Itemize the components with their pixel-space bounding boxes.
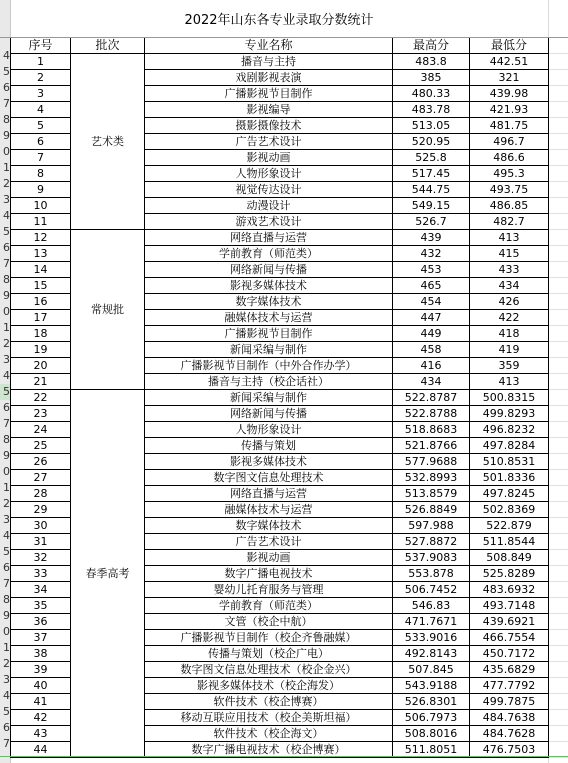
cell-index[interactable]: 1 [11, 54, 71, 70]
row-number[interactable] [0, 32, 10, 48]
cell-major[interactable]: 广播影视节目制作 [145, 86, 393, 102]
cell-min-score[interactable]: 493.7148 [470, 598, 549, 614]
row-number[interactable]: 7 [3, 97, 10, 110]
cell-max-score[interactable]: 449 [393, 326, 470, 342]
cell-max-score[interactable]: 483.8 [393, 54, 470, 70]
cell-max-score[interactable]: 553.878 [393, 566, 470, 582]
cell-min-score[interactable]: 493.75 [470, 182, 549, 198]
grid-line [549, 709, 568, 710]
grid-line [549, 389, 568, 390]
header-row [11, 38, 549, 54]
cell-max-score[interactable]: 520.95 [393, 134, 470, 150]
cell-index[interactable]: 19 [11, 342, 71, 358]
cell-major[interactable]: 数字广播电视技术 [145, 566, 393, 582]
cell-max-score[interactable]: 507.845 [393, 662, 470, 678]
cell-max-score[interactable]: 526.8301 [393, 694, 470, 710]
cell-major[interactable]: 广告艺术设计 [145, 134, 393, 150]
cell-major[interactable]: 学前教育（师范类） [145, 598, 393, 614]
cell-index[interactable]: 20 [11, 358, 71, 374]
row-number[interactable]: 6 [3, 401, 10, 414]
cell-max-score[interactable]: 546.83 [393, 598, 470, 614]
row-number[interactable]: 4 [3, 689, 10, 702]
row-number[interactable]: 4 [3, 209, 10, 222]
grid-line [549, 245, 568, 246]
row-number[interactable]: 5 [0, 384, 10, 400]
cell-min-score[interactable]: 499.7875 [470, 694, 549, 710]
row-number[interactable]: 3 [3, 193, 10, 206]
cell-max-score[interactable]: 483.78 [393, 102, 470, 118]
cell-major[interactable]: 人物形象设计 [145, 166, 393, 182]
row-number[interactable]: 8 [3, 113, 10, 126]
cell-index[interactable]: 12 [11, 230, 71, 246]
row-number[interactable]: 7 [3, 417, 10, 430]
cell-major[interactable]: 动漫设计 [145, 198, 393, 214]
cell-max-score[interactable]: 543.9188 [393, 678, 470, 694]
cell-max-score[interactable]: 526.8849 [393, 502, 470, 518]
cell-major[interactable]: 传播与策划（校企广电） [145, 646, 393, 662]
row-number[interactable]: 9 [3, 609, 10, 622]
grid-line [549, 149, 568, 150]
row-number[interactable]: 5 [3, 65, 10, 78]
cell-major[interactable]: 游戏艺术设计 [145, 214, 393, 230]
grid-line [549, 421, 568, 422]
sheet-title: 2022年山东各专业录取分数统计 [184, 13, 374, 28]
cell-min-score[interactable]: 439.6921 [470, 614, 549, 630]
cell-min-score[interactable]: 435.6829 [470, 662, 549, 678]
cell-index[interactable]: 14 [11, 262, 71, 278]
row-number[interactable]: 0 [3, 145, 10, 158]
table-row [11, 390, 549, 406]
cell-min-score[interactable]: 321 [470, 70, 549, 86]
cell-major[interactable]: 数字媒体技术 [145, 294, 393, 310]
cell-max-score[interactable]: 506.7452 [393, 582, 470, 598]
grid-line [549, 101, 568, 102]
cell-max-score[interactable]: 597.988 [393, 518, 470, 534]
grid-line [549, 197, 568, 198]
grid-line [549, 533, 568, 534]
cell-index[interactable]: 32 [11, 550, 71, 566]
cell-min-score[interactable]: 484.7628 [470, 726, 549, 742]
grid-line [549, 165, 568, 166]
header-max-score[interactable]: 最高分 [393, 38, 470, 54]
row-number[interactable]: 0 [3, 465, 10, 478]
grid-line [549, 757, 568, 758]
cell-min-score[interactable]: 496.7 [470, 134, 549, 150]
cell-major[interactable]: 新闻采编与制作 [145, 390, 393, 406]
cell-batch[interactable]: 常规批 [71, 230, 145, 390]
cell-index[interactable]: 28 [11, 486, 71, 502]
grid-line [549, 629, 568, 630]
header-batch[interactable]: 批次 [71, 38, 145, 54]
grid-line [549, 677, 568, 678]
cell-index[interactable]: 30 [11, 518, 71, 534]
cell-major[interactable]: 影视多媒体技术 [145, 454, 393, 470]
cell-max-score[interactable]: 385 [393, 70, 470, 86]
cell-index[interactable]: 29 [11, 502, 71, 518]
cell-major[interactable]: 播音与主持（校企话社） [145, 374, 393, 390]
cell-min-score[interactable]: 421.93 [470, 102, 549, 118]
cell-batch[interactable]: 春季高考 [71, 390, 145, 758]
grid-line [549, 661, 568, 662]
cell-max-score[interactable]: 416 [393, 358, 470, 374]
frozen-boundary-line [0, 756, 568, 757]
cell-max-score[interactable]: 533.9016 [393, 630, 470, 646]
cell-index[interactable]: 5 [11, 118, 71, 134]
grid-line [549, 645, 568, 646]
row-number[interactable]: 2 [3, 337, 10, 350]
row-number[interactable]: 4 [3, 369, 10, 382]
row-number[interactable]: 4 [3, 49, 10, 62]
row-number[interactable]: 7 [3, 577, 10, 590]
grid-line [549, 117, 568, 118]
row-number[interactable]: 0 [3, 625, 10, 638]
cell-min-score[interactable]: 500.8315 [470, 390, 549, 406]
row-number[interactable]: 7 [3, 257, 10, 270]
cell-index[interactable]: 17 [11, 310, 71, 326]
cell-max-score[interactable]: 506.7973 [393, 710, 470, 726]
grid-line [549, 69, 568, 70]
cell-major[interactable]: 网络新闻与传播 [145, 262, 393, 278]
cell-index[interactable]: 18 [11, 326, 71, 342]
cell-max-score[interactable]: 453 [393, 262, 470, 278]
grid-line [549, 549, 568, 550]
cell-min-score[interactable]: 508.849 [470, 550, 549, 566]
cell-min-score[interactable]: 483.6932 [470, 582, 549, 598]
row-number[interactable]: 1 [3, 161, 10, 174]
cell-index[interactable]: 34 [11, 582, 71, 598]
grid-line [549, 581, 568, 582]
cell-index[interactable]: 27 [11, 470, 71, 486]
cell-max-score[interactable]: 508.8016 [393, 726, 470, 742]
cell-index[interactable]: 22 [11, 390, 71, 406]
grid-line [549, 53, 568, 54]
table-row [11, 54, 549, 70]
grid-line [549, 213, 568, 214]
row-number[interactable]: 2 [3, 657, 10, 670]
cell-max-score[interactable]: 434 [393, 374, 470, 390]
cell-min-score[interactable]: 525.8289 [470, 566, 549, 582]
cell-major[interactable]: 广播影视节目制作 [145, 326, 393, 342]
cell-index[interactable]: 9 [11, 182, 71, 198]
row-number[interactable]: 8 [3, 433, 10, 446]
grid-line [549, 325, 568, 326]
row-number[interactable]: 5 [3, 545, 10, 558]
cell-major[interactable]: 移动互联应用技术（校企美斯坦福） [145, 710, 393, 726]
cell-index[interactable]: 13 [11, 246, 71, 262]
grid-line [549, 693, 568, 694]
cell-major[interactable]: 数字广播电视技术（校企博赛） [145, 742, 393, 758]
cell-index[interactable]: 10 [11, 198, 71, 214]
cell-index[interactable]: 35 [11, 598, 71, 614]
cell-min-score[interactable]: 426 [470, 294, 549, 310]
cell-major[interactable]: 婴幼儿托育服务与管理 [145, 582, 393, 598]
row-number[interactable]: 8 [3, 273, 10, 286]
cell-index[interactable]: 40 [11, 678, 71, 694]
cell-min-score[interactable]: 476.7503 [470, 742, 549, 758]
cell-major[interactable]: 影视多媒体技术（校企海发） [145, 678, 393, 694]
adjacent-empty-column[interactable] [548, 0, 568, 763]
cell-min-score[interactable]: 413 [470, 230, 549, 246]
row-number[interactable]: 2 [3, 497, 10, 510]
cell-major[interactable]: 影视动画 [145, 150, 393, 166]
grid-line [549, 517, 568, 518]
cell-min-score[interactable]: 439.98 [470, 86, 549, 102]
cell-min-score[interactable]: 481.75 [470, 118, 549, 134]
cell-max-score[interactable]: 454 [393, 294, 470, 310]
cell-major[interactable]: 摄影摄像技术 [145, 118, 393, 134]
cell-max-score[interactable]: 492.8143 [393, 646, 470, 662]
cell-batch[interactable]: 艺术类 [71, 54, 145, 230]
cell-major[interactable]: 播音与主持 [145, 54, 393, 70]
cell-major[interactable]: 影视动画 [145, 550, 393, 566]
cell-index[interactable]: 25 [11, 438, 71, 454]
grid-line [549, 597, 568, 598]
row-number[interactable]: 3 [3, 513, 10, 526]
cell-min-score[interactable]: 522.879 [470, 518, 549, 534]
row-number[interactable]: 9 [3, 449, 10, 462]
cell-min-score[interactable]: 499.8293 [470, 406, 549, 422]
cell-min-score[interactable]: 502.8369 [470, 502, 549, 518]
cell-max-score[interactable]: 526.7 [393, 214, 470, 230]
row-number[interactable]: 8 [3, 593, 10, 606]
cell-max-score[interactable]: 577.9688 [393, 454, 470, 470]
cell-major[interactable]: 视觉传达设计 [145, 182, 393, 198]
grid-line [549, 341, 568, 342]
cell-min-score[interactable]: 486.85 [470, 198, 549, 214]
cell-min-score[interactable]: 482.7 [470, 214, 549, 230]
cell-min-score[interactable]: 434 [470, 278, 549, 294]
cell-min-score[interactable]: 442.51 [470, 54, 549, 70]
score-table [10, 37, 549, 758]
cell-max-score[interactable]: 465 [393, 278, 470, 294]
row-number[interactable]: 7 [3, 737, 10, 750]
cell-max-score[interactable]: 511.8051 [393, 742, 470, 758]
cell-min-score[interactable]: 419 [470, 342, 549, 358]
cell-min-score[interactable]: 486.6 [470, 150, 549, 166]
cell-index[interactable]: 16 [11, 294, 71, 310]
cell-major[interactable]: 广播影视节目制作（中外合作办学） [145, 358, 393, 374]
cell-major[interactable]: 新闻采编与制作 [145, 342, 393, 358]
cell-max-score[interactable]: 517.45 [393, 166, 470, 182]
cell-major[interactable]: 广播影视节目制作（校企齐鲁融媒） [145, 630, 393, 646]
row-number[interactable]: 2 [3, 177, 10, 190]
cell-index[interactable]: 8 [11, 166, 71, 182]
cell-index[interactable]: 23 [11, 406, 71, 422]
table-row [11, 230, 549, 246]
row-number[interactable]: 1 [3, 481, 10, 494]
cell-max-score[interactable]: 439 [393, 230, 470, 246]
cell-major[interactable]: 融媒体技术与运营 [145, 310, 393, 326]
row-number[interactable]: 6 [3, 561, 10, 574]
grid-line [549, 261, 568, 262]
cell-major[interactable]: 融媒体技术与运营 [145, 502, 393, 518]
cell-min-score[interactable]: 501.8336 [470, 470, 549, 486]
cell-major[interactable]: 网络直播与运营 [145, 486, 393, 502]
freeze-pane-divider [0, 37, 568, 38]
grid-line [549, 565, 568, 566]
cell-min-score[interactable]: 510.8531 [470, 454, 549, 470]
cell-max-score[interactable]: 518.8683 [393, 422, 470, 438]
row-number[interactable] [0, 0, 10, 16]
cell-major[interactable]: 软件技术（校企博赛） [145, 694, 393, 710]
cell-max-score[interactable]: 458 [393, 342, 470, 358]
cell-index[interactable]: 43 [11, 726, 71, 742]
cell-major[interactable]: 传播与策划 [145, 438, 393, 454]
row-number[interactable]: 1 [3, 641, 10, 654]
header-major[interactable]: 专业名称 [145, 38, 393, 54]
cell-max-score[interactable]: 471.7671 [393, 614, 470, 630]
cell-min-score[interactable]: 496.8232 [470, 422, 549, 438]
row-number[interactable]: 6 [3, 81, 10, 94]
row-number[interactable]: 3 [3, 673, 10, 686]
header-index[interactable]: 序号 [11, 38, 71, 54]
grid-line [549, 405, 568, 406]
row-number[interactable]: 1 [3, 321, 10, 334]
cell-major[interactable]: 数字图文信息处理技术（校企金兴） [145, 662, 393, 678]
grid-line [549, 181, 568, 182]
cell-index[interactable]: 42 [11, 710, 71, 726]
cell-max-score[interactable]: 525.8 [393, 150, 470, 166]
cell-min-score[interactable]: 413 [470, 374, 549, 390]
cell-major[interactable]: 影视编导 [145, 102, 393, 118]
grid-line [549, 309, 568, 310]
cell-min-score[interactable]: 511.8544 [470, 534, 549, 550]
cell-max-score[interactable]: 544.75 [393, 182, 470, 198]
row-number[interactable]: 5 [3, 705, 10, 718]
cell-min-score[interactable]: 450.7172 [470, 646, 549, 662]
cell-min-score[interactable]: 466.7554 [470, 630, 549, 646]
cell-min-score[interactable]: 418 [470, 326, 549, 342]
row-number[interactable]: 4 [3, 529, 10, 542]
cell-index[interactable]: 44 [11, 742, 71, 758]
cell-major[interactable]: 网络新闻与传播 [145, 406, 393, 422]
cell-max-score[interactable]: 432 [393, 246, 470, 262]
cell-max-score[interactable]: 522.8787 [393, 390, 470, 406]
cell-index[interactable]: 41 [11, 694, 71, 710]
row-number[interactable] [0, 16, 10, 32]
cell-major[interactable]: 戏剧影视表演 [145, 70, 393, 86]
header-min-score[interactable]: 最低分 [470, 38, 549, 54]
row-number[interactable]: 3 [3, 353, 10, 366]
cell-max-score[interactable]: 549.15 [393, 198, 470, 214]
row-number[interactable]: 6 [3, 721, 10, 734]
cell-index[interactable]: 11 [11, 214, 71, 230]
cell-major[interactable]: 广告艺术设计 [145, 534, 393, 550]
cell-index[interactable]: 31 [11, 534, 71, 550]
cell-max-score[interactable]: 480.33 [393, 86, 470, 102]
cell-index[interactable]: 26 [11, 454, 71, 470]
cell-max-score[interactable]: 537.9083 [393, 550, 470, 566]
cell-index[interactable]: 33 [11, 566, 71, 582]
cell-min-score[interactable]: 415 [470, 246, 549, 262]
grid-line [549, 725, 568, 726]
cell-major[interactable]: 网络直播与运营 [145, 230, 393, 246]
cell-min-score[interactable]: 433 [470, 262, 549, 278]
cell-min-score[interactable]: 359 [470, 358, 549, 374]
row-number[interactable]: 6 [3, 241, 10, 254]
grid-line [549, 229, 568, 230]
cell-index[interactable]: 39 [11, 662, 71, 678]
grid-line [549, 741, 568, 742]
cell-min-score[interactable]: 422 [470, 310, 549, 326]
grid-line [549, 133, 568, 134]
cell-min-score[interactable]: 497.8284 [470, 438, 549, 454]
cell-index[interactable]: 2 [11, 70, 71, 86]
cell-index[interactable]: 36 [11, 614, 71, 630]
grid-line [549, 293, 568, 294]
cell-max-score[interactable]: 527.8872 [393, 534, 470, 550]
cell-index[interactable]: 24 [11, 422, 71, 438]
grid-line [549, 453, 568, 454]
cell-index[interactable]: 3 [11, 86, 71, 102]
cell-index[interactable]: 21 [11, 374, 71, 390]
cell-major[interactable]: 数字图文信息处理技术 [145, 470, 393, 486]
cell-major[interactable]: 人物形象设计 [145, 422, 393, 438]
grid-line [549, 485, 568, 486]
grid-line [549, 501, 568, 502]
cell-max-score[interactable]: 522.8788 [393, 406, 470, 422]
cell-min-score[interactable]: 497.8245 [470, 486, 549, 502]
cell-major[interactable]: 学前教育（师范类） [145, 246, 393, 262]
grid-line [549, 277, 568, 278]
cell-index[interactable]: 37 [11, 630, 71, 646]
cell-min-score[interactable]: 495.3 [470, 166, 549, 182]
grid-line [549, 357, 568, 358]
cell-max-score[interactable]: 532.8993 [393, 470, 470, 486]
cell-min-score[interactable]: 477.7792 [470, 678, 549, 694]
cell-max-score[interactable]: 513.8579 [393, 486, 470, 502]
cell-index[interactable]: 38 [11, 646, 71, 662]
cell-max-score[interactable]: 447 [393, 310, 470, 326]
grid-line [549, 437, 568, 438]
grid-line [549, 85, 568, 86]
cell-max-score[interactable]: 521.8766 [393, 438, 470, 454]
row-number[interactable]: 0 [3, 305, 10, 318]
cell-index[interactable]: 6 [11, 134, 71, 150]
cell-major[interactable]: 文管（校企中航） [145, 614, 393, 630]
cell-max-score[interactable]: 513.05 [393, 118, 470, 134]
grid-line [549, 613, 568, 614]
cell-index[interactable]: 15 [11, 278, 71, 294]
grid-line [549, 373, 568, 374]
cell-major[interactable]: 影视多媒体技术 [145, 278, 393, 294]
row-number[interactable]: 9 [3, 129, 10, 142]
grid-line [549, 469, 568, 470]
cell-major[interactable]: 软件技术（校企海文） [145, 726, 393, 742]
cell-major[interactable]: 数字媒体技术 [145, 518, 393, 534]
cell-index[interactable]: 7 [11, 150, 71, 166]
row-number[interactable]: 9 [3, 289, 10, 302]
cell-index[interactable]: 4 [11, 102, 71, 118]
row-number[interactable]: 5 [3, 225, 10, 238]
cell-min-score[interactable]: 484.7638 [470, 710, 549, 726]
